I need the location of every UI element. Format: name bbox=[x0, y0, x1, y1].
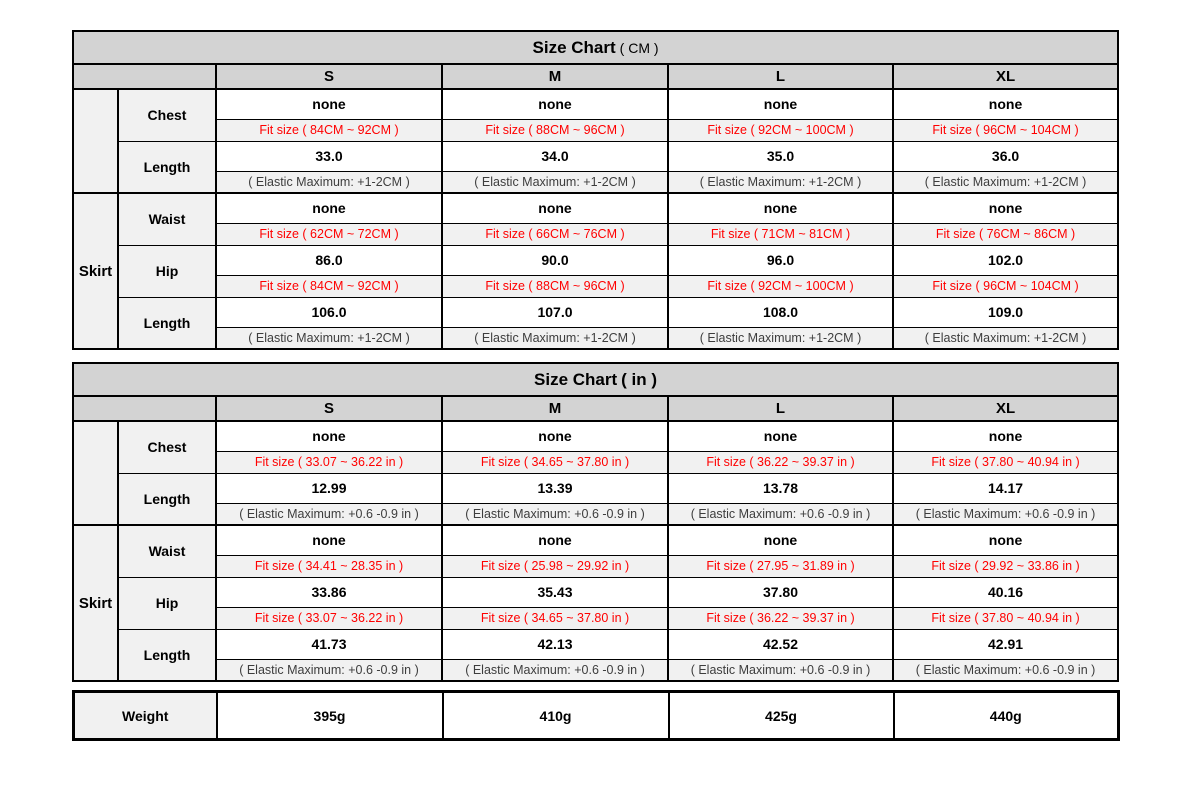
size-value-cell: 90.0 bbox=[442, 245, 668, 275]
size-value-cell: 33.0 bbox=[216, 141, 442, 171]
size-value-cell: none bbox=[216, 89, 442, 119]
size-value-cell: 96.0 bbox=[668, 245, 893, 275]
fit-size-note: Fit size ( 96CM ~ 104CM ) bbox=[893, 119, 1118, 141]
fit-size-note: Fit size ( 34.65 ~ 37.80 in ) bbox=[442, 607, 668, 629]
size-value-cell: 42.13 bbox=[442, 629, 668, 659]
fit-size-note: Fit size ( 88CM ~ 96CM ) bbox=[442, 275, 668, 297]
elastic-maximum-note: ( Elastic Maximum: +0.6 -0.9 in ) bbox=[216, 503, 442, 525]
row-label-length: Length bbox=[118, 297, 216, 349]
size-column-header-l: L bbox=[668, 64, 893, 89]
row-label-hip: Hip bbox=[118, 577, 216, 629]
size-column-header-s: S bbox=[216, 64, 442, 89]
elastic-maximum-note: ( Elastic Maximum: +1-2CM ) bbox=[668, 327, 893, 349]
elastic-maximum-note: ( Elastic Maximum: +0.6 -0.9 in ) bbox=[442, 659, 668, 681]
size-value-cell: 41.73 bbox=[216, 629, 442, 659]
elastic-maximum-note: ( Elastic Maximum: +1-2CM ) bbox=[216, 171, 442, 193]
size-chart-in-table bbox=[72, 362, 1119, 682]
fit-size-note: Fit size ( 27.95 ~ 31.89 in ) bbox=[668, 555, 893, 577]
size-value-cell: 42.91 bbox=[893, 629, 1118, 659]
size-value-cell: 33.86 bbox=[216, 577, 442, 607]
size-value-cell: none bbox=[893, 193, 1118, 223]
size-column-header-l: L bbox=[668, 396, 893, 421]
fit-size-note: Fit size ( 92CM ~ 100CM ) bbox=[668, 275, 893, 297]
elastic-maximum-note: ( Elastic Maximum: +1-2CM ) bbox=[442, 327, 668, 349]
title-unit: ( CM ) bbox=[619, 39, 659, 56]
weight-value-m: 410g bbox=[443, 692, 669, 740]
elastic-maximum-note: ( Elastic Maximum: +1-2CM ) bbox=[668, 171, 893, 193]
fit-size-note: Fit size ( 92CM ~ 100CM ) bbox=[668, 119, 893, 141]
size-value-cell: 37.80 bbox=[668, 577, 893, 607]
size-column-header-xl: XL bbox=[893, 64, 1118, 89]
size-value-cell: none bbox=[442, 525, 668, 555]
group-label-blank bbox=[73, 89, 118, 193]
size-value-cell: 35.0 bbox=[668, 141, 893, 171]
fit-size-note: Fit size ( 62CM ~ 72CM ) bbox=[216, 223, 442, 245]
row-label-length: Length bbox=[118, 473, 216, 525]
weight-value-l: 425g bbox=[669, 692, 894, 740]
fit-size-note: Fit size ( 37.80 ~ 40.94 in ) bbox=[893, 451, 1118, 473]
size-value-cell: none bbox=[216, 525, 442, 555]
fit-size-note: Fit size ( 36.22 ~ 39.37 in ) bbox=[668, 451, 893, 473]
size-value-cell: none bbox=[893, 421, 1118, 451]
size-value-cell: none bbox=[668, 421, 893, 451]
elastic-maximum-note: ( Elastic Maximum: +1-2CM ) bbox=[893, 327, 1118, 349]
size-value-cell: 36.0 bbox=[893, 141, 1118, 171]
size-value-cell: 40.16 bbox=[893, 577, 1118, 607]
row-label-waist: Waist bbox=[118, 193, 216, 245]
size-value-cell: 35.43 bbox=[442, 577, 668, 607]
fit-size-note: Fit size ( 29.92 ~ 33.86 in ) bbox=[893, 555, 1118, 577]
size-value-cell: none bbox=[442, 89, 668, 119]
size-value-cell: 107.0 bbox=[442, 297, 668, 327]
size-value-cell: 14.17 bbox=[893, 473, 1118, 503]
fit-size-note: Fit size ( 96CM ~ 104CM ) bbox=[893, 275, 1118, 297]
size-value-cell: 42.52 bbox=[668, 629, 893, 659]
size-value-cell: none bbox=[216, 193, 442, 223]
elastic-maximum-note: ( Elastic Maximum: +0.6 -0.9 in ) bbox=[893, 503, 1118, 525]
fit-size-note: Fit size ( 25.98 ~ 29.92 in ) bbox=[442, 555, 668, 577]
elastic-maximum-note: ( Elastic Maximum: +0.6 -0.9 in ) bbox=[442, 503, 668, 525]
size-chart-cm-table bbox=[72, 30, 1119, 350]
elastic-maximum-note: ( Elastic Maximum: +1-2CM ) bbox=[216, 327, 442, 349]
size-value-cell: none bbox=[216, 421, 442, 451]
size-value-cell: none bbox=[668, 525, 893, 555]
fit-size-note: Fit size ( 33.07 ~ 36.22 in ) bbox=[216, 607, 442, 629]
fit-size-note: Fit size ( 37.80 ~ 40.94 in ) bbox=[893, 607, 1118, 629]
size-value-cell: 86.0 bbox=[216, 245, 442, 275]
row-label-length: Length bbox=[118, 629, 216, 681]
size-value-cell: none bbox=[442, 421, 668, 451]
row-label-length: Length bbox=[118, 141, 216, 193]
size-chart-in-title bbox=[73, 363, 1118, 396]
size-column-header-s: S bbox=[216, 396, 442, 421]
title-text: Size Chart bbox=[532, 37, 616, 57]
fit-size-note: Fit size ( 84CM ~ 92CM ) bbox=[216, 275, 442, 297]
size-value-cell: none bbox=[668, 89, 893, 119]
elastic-maximum-note: ( Elastic Maximum: +0.6 -0.9 in ) bbox=[216, 659, 442, 681]
fit-size-note: Fit size ( 76CM ~ 86CM ) bbox=[893, 223, 1118, 245]
fit-size-note: Fit size ( 71CM ~ 81CM ) bbox=[668, 223, 893, 245]
fit-size-note: Fit size ( 33.07 ~ 36.22 in ) bbox=[216, 451, 442, 473]
fit-size-note: Fit size ( 36.22 ~ 39.37 in ) bbox=[668, 607, 893, 629]
header-blank-cell bbox=[73, 396, 216, 421]
group-label-skirt: Skirt bbox=[73, 193, 118, 349]
weight-table bbox=[72, 690, 1120, 741]
row-label-chest: Chest bbox=[118, 89, 216, 141]
size-value-cell: 12.99 bbox=[216, 473, 442, 503]
fit-size-note: Fit size ( 34.65 ~ 37.80 in ) bbox=[442, 451, 668, 473]
elastic-maximum-note: ( Elastic Maximum: +1-2CM ) bbox=[442, 171, 668, 193]
fit-size-note: Fit size ( 34.41 ~ 28.35 in ) bbox=[216, 555, 442, 577]
elastic-maximum-note: ( Elastic Maximum: +1-2CM ) bbox=[893, 171, 1118, 193]
size-column-header-m: M bbox=[442, 64, 668, 89]
size-value-cell: none bbox=[668, 193, 893, 223]
size-value-cell: none bbox=[893, 525, 1118, 555]
elastic-maximum-note: ( Elastic Maximum: +0.6 -0.9 in ) bbox=[893, 659, 1118, 681]
row-label-waist: Waist bbox=[118, 525, 216, 577]
elastic-maximum-note: ( Elastic Maximum: +0.6 -0.9 in ) bbox=[668, 659, 893, 681]
fit-size-note: Fit size ( 84CM ~ 92CM ) bbox=[216, 119, 442, 141]
group-label-skirt: Skirt bbox=[73, 525, 118, 681]
row-label-chest: Chest bbox=[118, 421, 216, 473]
size-column-header-xl: XL bbox=[893, 396, 1118, 421]
title-text: Size Chart bbox=[534, 369, 618, 389]
size-chart-cm-title bbox=[73, 31, 1118, 64]
header-blank-cell bbox=[73, 64, 216, 89]
title-unit: ( in ) bbox=[621, 369, 658, 389]
size-value-cell: 108.0 bbox=[668, 297, 893, 327]
size-value-cell: 13.78 bbox=[668, 473, 893, 503]
group-label-blank bbox=[73, 421, 118, 525]
row-label-hip: Hip bbox=[118, 245, 216, 297]
size-value-cell: none bbox=[442, 193, 668, 223]
size-value-cell: 13.39 bbox=[442, 473, 668, 503]
size-value-cell: 34.0 bbox=[442, 141, 668, 171]
size-column-header-m: M bbox=[442, 396, 668, 421]
weight-value-xl: 440g bbox=[894, 692, 1119, 740]
weight-label: Weight bbox=[74, 692, 217, 740]
fit-size-note: Fit size ( 66CM ~ 76CM ) bbox=[442, 223, 668, 245]
size-value-cell: 106.0 bbox=[216, 297, 442, 327]
weight-value-s: 395g bbox=[217, 692, 443, 740]
size-value-cell: 102.0 bbox=[893, 245, 1118, 275]
elastic-maximum-note: ( Elastic Maximum: +0.6 -0.9 in ) bbox=[668, 503, 893, 525]
size-value-cell: none bbox=[893, 89, 1118, 119]
fit-size-note: Fit size ( 88CM ~ 96CM ) bbox=[442, 119, 668, 141]
size-value-cell: 109.0 bbox=[893, 297, 1118, 327]
